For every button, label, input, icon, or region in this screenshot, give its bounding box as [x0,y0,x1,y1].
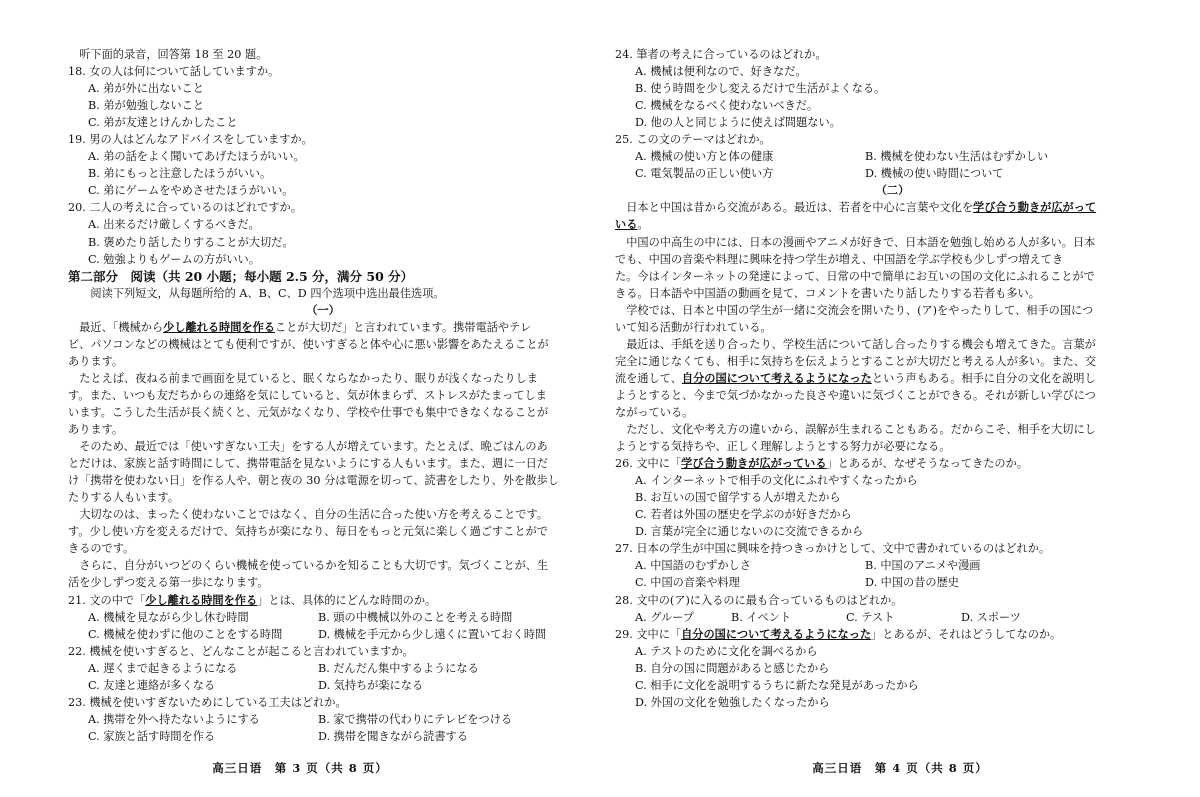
passage1-line-u: 少し離れる時間を作る [163,319,275,334]
q21-option: C. 機械を使わずに他のことをする時間 [88,627,283,641]
q28-row [615,609,1170,626]
left-line: 18. 女の人は何について話していますか。 [68,65,280,79]
q21-row [68,609,578,626]
q27-row [615,574,1170,591]
q26-option: A. インターネットで相手の文化にふれやすくなったから [635,474,918,488]
question-29-u: 自分の国について考えるようになった [681,626,872,641]
question-26-pre: 26. 文中に「 [615,457,682,471]
question-27: 27. 日本の学生が中国に興味を持つきっかけとして、文中で書かれているのはどれか。 [615,542,1051,556]
q27-option: A. 中国語のむずかしさ [635,559,751,573]
q29-option: B. 自分の国に問題があると感じたから [635,661,830,675]
passage1-line-pre: 活を少しずつ変える第一歩になります。 [68,576,269,590]
q24-option: B. 使う時間を少し変えるだけで生活がよくなる。 [635,82,886,96]
passage2-line-pre: 流を通して、 [615,371,682,385]
q24-option: A. 機械は便利なので、好きなだ。 [635,65,807,79]
question-21-pre: 21. 文の中で「 [68,593,146,607]
passage1-line [68,387,578,404]
passage2-line-post: という声もある。相手に自分の文化を説明し [871,371,1096,385]
passage1-line [68,506,578,523]
passage2-line: 中国の中高生の中には、日本の漫画やアニメが好きで、日本語を勉強し始める人が多い。日本 [615,235,1096,249]
q27-option: D. 中国の昔の歴史 [865,576,959,590]
question-21 [68,592,578,609]
question-21-u: 少し離れる時間を作る [145,592,258,607]
passage2-line: 最近は、手紙を送り合ったり、学校生活について話し合ったりする機会も増えてきた。言葉が [615,337,1096,351]
q23-option: B. 家で携帯の代わりにテレビをつける [318,712,513,726]
left-line: A. 弟が外に出ないこと [88,82,204,96]
q29-option: A. テストのために文化を調べるから [635,644,818,658]
left-line: B. 弟にもっと注意したほうがいい。 [88,167,272,181]
question-29-pre: 29. 文中に「 [615,627,682,641]
q21-option: B. 頭の中機械以外のことを考える時間 [318,610,513,624]
passage1-line-pre: 大切なのは、まったく使わないことではなく、自分の生活に合った使い方を考えることです。 [68,508,548,522]
q24-option: C. 機械をなるべく使わないべきだ。 [635,99,819,113]
section-2-title: （二） [875,183,910,198]
left-line: B. 弟が勉強しないこと [88,99,205,113]
passage1-line [68,421,578,438]
q23-option: A. 携帯を外へ持たないようにする [88,712,260,726]
passage1-line [68,370,578,387]
q22-row [68,660,578,677]
passage2-line: た。今はインターネットの発達によって、日常の中で簡単にお互いの国の文化にふれることがで [615,269,1095,283]
left-column [68,46,578,745]
passage2-line-u: 学び合う動きが広がって [973,200,1097,215]
question-29 [615,626,1170,643]
q26-option: B. お互いの国で留学する人が増えたから [635,491,841,505]
left-line: C. 弟にゲームをやめさせたほうがいい。 [88,184,294,198]
q22-row [68,677,578,694]
passage1-line-pre: す。少し使い方を変えるだけで、気持ちが楽になり、毎日をもっと元気に楽しく過ごすことがで [68,525,548,539]
passage1-line [68,540,578,557]
passage2-line: ようとすると、今まで気づかなかった良さや違いに気づくことができる。それが新しい学びにつ [615,388,1096,402]
q21-option: A. 機械を見ながら少し休む時間 [88,610,249,624]
question-29-post: 」とあるが、それはどうしてなのか。 [871,627,1062,641]
passage1-line-pre: あります。 [68,354,124,368]
passage2-line: 完全に通じなくても、相手に気持ちを伝えようとすることが大切だと考える人が多い。また、交 [615,354,1097,368]
q25-option: A. 機械の使い方と体の健康 [635,150,774,164]
passage1-line [68,319,578,336]
question-28: 28. 文中の(ア)に入るのに最も合っているものはどれか。 [615,593,903,607]
q27-row [615,557,1170,574]
passage2-line: いて知る活動が行われている。 [615,320,772,334]
q28-option: A. グループ [635,610,695,624]
q23-option: D. 携帯を聞きながら読書する [318,729,468,743]
q26-option: D. 言葉が完全に通じないのに交流できるから [635,525,864,539]
page-4 [600,0,1200,797]
q25-row [615,165,1170,182]
q23-row [68,728,578,745]
passage1-line [68,472,578,489]
q23-option: C. 家族と話す時間を作る [88,729,216,743]
left-line: B. 褒めたり話したりすることが大切だ。 [88,235,294,249]
passage1-line-pre: います。こうした生活が長く続くと、元気がなくなり、学校や仕事でも集中できなくなることが [68,405,549,419]
q27-option: B. 中国のアニメや漫画 [865,559,981,573]
q22-option: A. 遅くまで起きるようになる [88,661,238,675]
question-21-post: 」とは、具体的にどんな時間のか。 [257,593,437,607]
q27-option: C. 中国の音楽や料理 [635,576,740,590]
left-line: 阅读下列短文，从每题所给的 A、B、C、D 四个选项中选出最佳选项。 [68,286,445,300]
q25-option: C. 電気製品の正しい使い方 [635,167,774,181]
passage2-line: ただし、文化や考え方の違いから、誤解が生まれることもある。だからこそ、相手を大切にし [615,423,1096,437]
q22-option: D. 気持ちが楽になる [318,678,424,692]
q28-option: C. テスト [846,610,895,624]
left-line: 20. 二人の考えに合っているのはどれですか。 [68,201,302,215]
q22-option: B. だんだん集中するようになる [318,661,479,675]
passage1-line-pre: そのため、最近では「使いすぎない工夫」をする人が増えています。たとえば、晩ごはんのあ [68,440,548,454]
passage1-line-pre: す。また、いつも友だちからの連絡を気にしていると、気が休まらず、ストレスがたまってしま [68,388,547,402]
passage1-line [68,455,578,472]
q29-option: D. 外国の文化を勉強したくなったから [635,695,830,709]
passage2-line-post: 。 [637,218,649,232]
passage2-line: ながっている。 [615,405,694,419]
left-line: 听下面的录音，回答第 18 至 20 题。 [68,48,268,61]
passage2-line: 学校では、日本と中国の学生が一緒に交流会を開いたり、(ア)をやったりして、相手の国につ [615,303,1094,317]
q21-row [68,626,578,643]
right-column [615,46,1170,711]
passage1-line-pre: 最近、「機械から [68,320,164,334]
question-26 [615,455,1170,472]
question-26-post: 」とあるが、なぜそうなってきたのか。 [826,457,1028,471]
passage1-line-pre: たりする人もいます。 [68,491,179,505]
passage1-line-pre: あります。 [68,423,124,437]
page-footer-3: 高三日语 第 3 页（共 8 页） [212,761,388,775]
left-line: C. 弟が友達とけんかしたこと [88,116,238,130]
passage2-line: ようとする気持ちや、正しく理解しようとする努力が必要になる。 [615,440,951,454]
q28-option: D. スポーツ [961,610,1021,624]
passage1-line-pre: け「携帯を使わない日」を作る人や、朝と夜の 30 分は電源を切って、読書をしたり、外を散歩し [68,474,559,488]
passage1-line [68,438,578,455]
question-24: 24. 筆者の考えに合っているのはどれか。 [615,48,827,61]
q26-option: C. 若者は外国の歴史を学ぶのが好きだから [635,508,852,522]
passage2-line: きる。日本語や中国語の動画を見て、コメントを書いたり話したりする若者も多い。 [615,286,1040,300]
passage1-line [68,557,578,574]
passage1-line-pre: とだけは、家族と話す時間にして、携帯電話を見ないようにする人もいます。また、週に一日だ [68,457,548,471]
page-footer-4: 高三日语 第 4 页（共 8 页） [812,761,988,775]
passage1-line [68,336,578,353]
q24-option: D. 他の人と同じように使えば問題ない。 [635,116,841,130]
q23-row [68,711,578,728]
left-line: 第二部分 阅读（共 20 小题；每小题 2.5 分，满分 50 分） [68,268,414,284]
passage2-line [615,370,1170,387]
passage1-line [68,574,578,591]
q28-option: B. イベント [731,610,792,624]
passage2-line: でも、中国の音楽や料理に興味を持つ学生が増え、中国語を学ぶ学校も少しずつ増えてき [615,252,1064,266]
left-line: （一） [306,302,340,317]
passage2-line [615,216,1170,233]
passage1-line [68,523,578,540]
q25-option: D. 機械の使い時間について [865,167,1004,181]
passage2-line-pre: 日本と中国は昔から交流がある。最近は、若者を中心に言葉や文化を [615,201,974,215]
q22-option: C. 友達と連絡が多くなる [88,678,216,692]
passage1-line [68,353,578,370]
question-22: 22. 機械を使いすぎると、どんなことが起こると言われていますか。 [68,644,414,658]
q25-row [615,148,1170,165]
passage2-line-u: 自分の国について考えるようになった [681,370,872,385]
passage1-line-pre: きるのです。 [68,542,135,556]
passage1-line-post: ことが大切だ」と言われています。携帯電話やテレ [274,320,532,334]
left-line: A. 出来るだけ厳しくするべきだ。 [88,218,260,232]
left-line: A. 弟の話をよく聞いてあげたほうがいい。 [88,150,305,164]
passage1-line-pre: ビ、パソコンなどの機械はとても便利ですが、使いすぎると体や心に悪い影響をあたえることが [68,337,549,351]
left-line: C. 勉強よりもゲームの方がいい。 [88,252,260,266]
left-line: 19. 男の人はどんなアドバイスをしていますか。 [68,133,313,147]
passage1-line [68,404,578,421]
q25-option: B. 機械を使わない生活はむずかしい [865,150,1049,164]
q29-option: C. 相手に文化を説明するうちに新たな発見があったから [635,678,919,692]
question-26-u: 学び合う動きが広がっている [681,456,827,471]
q21-option: D. 機械を手元から少し遠くに置いておく時間 [318,627,547,641]
passage1-line-pre: たとえば、夜ねる前まで画面を見ていると、眠くならなかったり、眠りが浅くなったりしま [68,371,538,385]
question-25: 25. この文のテーマはどれか。 [615,133,771,147]
passage1-line-pre: さらに、自分がいつどのくらい機械を使っているかを知ることも大切です。気づくことが、生 [68,559,549,573]
passage2-line [615,199,1170,216]
passage2-line-u: いる [615,217,638,232]
question-23: 23. 機械を使いすぎないためにしている工夫はどれか。 [68,695,347,709]
passage1-line [68,489,578,506]
